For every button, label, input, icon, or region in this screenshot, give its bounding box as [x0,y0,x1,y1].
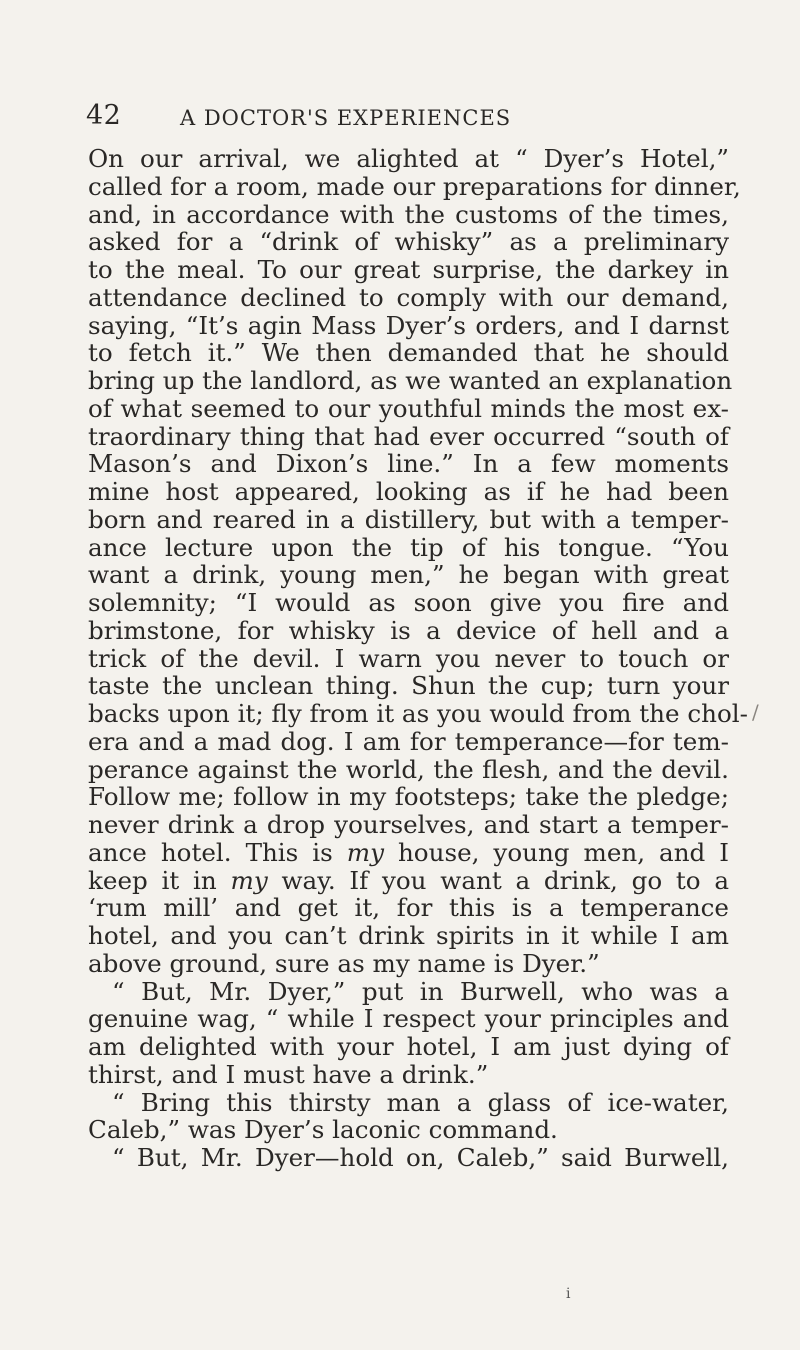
text-line: On our arrival, we alighted at “ Dyer’s Hotel,” [88,144,729,173]
text-line: “ Bring this thirsty man a glass of ice-water, [112,1087,729,1117]
text-line: above ground, sure as my name is Dyer.” [88,948,600,978]
text-line: ance lecture upon the tip of his tongue. “You [88,532,729,562]
text-line: asked for a “drink of whisky” as a preliminary [88,227,729,257]
text-line: brimstone, for whisky is a device of hell and a [88,615,729,645]
text-segment: house, young men, and I [383,837,730,867]
text-line: traordinary thing that had ever occurred “south of [88,421,729,451]
text-line: attendance declined to comply with our demand, [88,282,729,312]
text-line: of what seemed to our youthful minds the most ex- [88,393,729,423]
text-line: trick of the devil. I warn you never to touch or [88,643,729,673]
margin-pencil-mark: / [752,700,759,724]
text-segment: keep it in [88,865,231,895]
text-line: perance against the world, the flesh, and the devil. [88,754,729,784]
text-line: am delighted with your hotel, I am just dying of [88,1032,729,1061]
text-line: bring up the landlord, as we wanted an explanation [88,366,733,395]
text-line: taste the unclean thing. Shun the cup; turn your [88,671,729,701]
text-line: Follow me; follow in my footsteps; take the pledge; [88,782,729,812]
text-line: hotel, and you can’t drink spirits in it while I am [88,921,729,950]
italic-word: my [230,865,268,895]
text-line: never drink a drop yourselves, and start a temper- [88,810,729,839]
running-title: A DOCTOR'S EXPERIENCES [180,106,512,130]
text-line: called for a room, made our preparations for dinner, [88,171,741,201]
text-line: “ But, Mr. Dyer,” put in Burwell, who was a [112,976,729,1006]
text-line [88,839,729,867]
text-line: to the meal. To our great surprise, the darkey in [88,255,729,284]
text-line: solemnity; “I would as soon give you fire and [88,588,729,617]
text-line: era and a mad dog. I am for temperance—for tem- [88,726,729,756]
text-line: born and reared in a distillery, but with a temper- [88,504,729,534]
text-line: ‘rum mill’ and get it, for this is a temperance [88,893,729,923]
text-line: saying, “It’s agin Mass Dyer’s orders, and I darnst [88,310,729,340]
text-line: “ But, Mr. Dyer—hold on, Caleb,” said Burwell, [112,1143,729,1172]
footer-mark: i [566,1286,571,1302]
text-line: want a drink, young men,” he began with great [88,560,729,590]
text-segment: way. If you want a drink, go to a [267,865,729,895]
text-line: Caleb,” was Dyer’s laconic command. [88,1115,558,1145]
text-line: thirst, and I must have a drink.” [88,1059,489,1089]
body-text [88,144,748,1172]
text-line [88,867,729,895]
text-line: to fetch it.” We then demanded that he should [88,338,729,368]
text-segment: ance hotel. This is [88,837,347,867]
text-line: genuine wag, “ while I respect your principles and [88,1004,729,1034]
running-head [86,100,726,140]
italic-word: my [346,837,384,867]
text-line: Mason’s and Dixon’s line.” In a few moments [88,449,729,479]
page-number: 42 [86,100,122,131]
text-line: backs upon it; fly from it as you would from the chol- [88,699,748,728]
text-line: mine host appeared, looking as if he had been [88,477,729,506]
text-line: and, in accordance with the customs of the times, [88,199,729,229]
